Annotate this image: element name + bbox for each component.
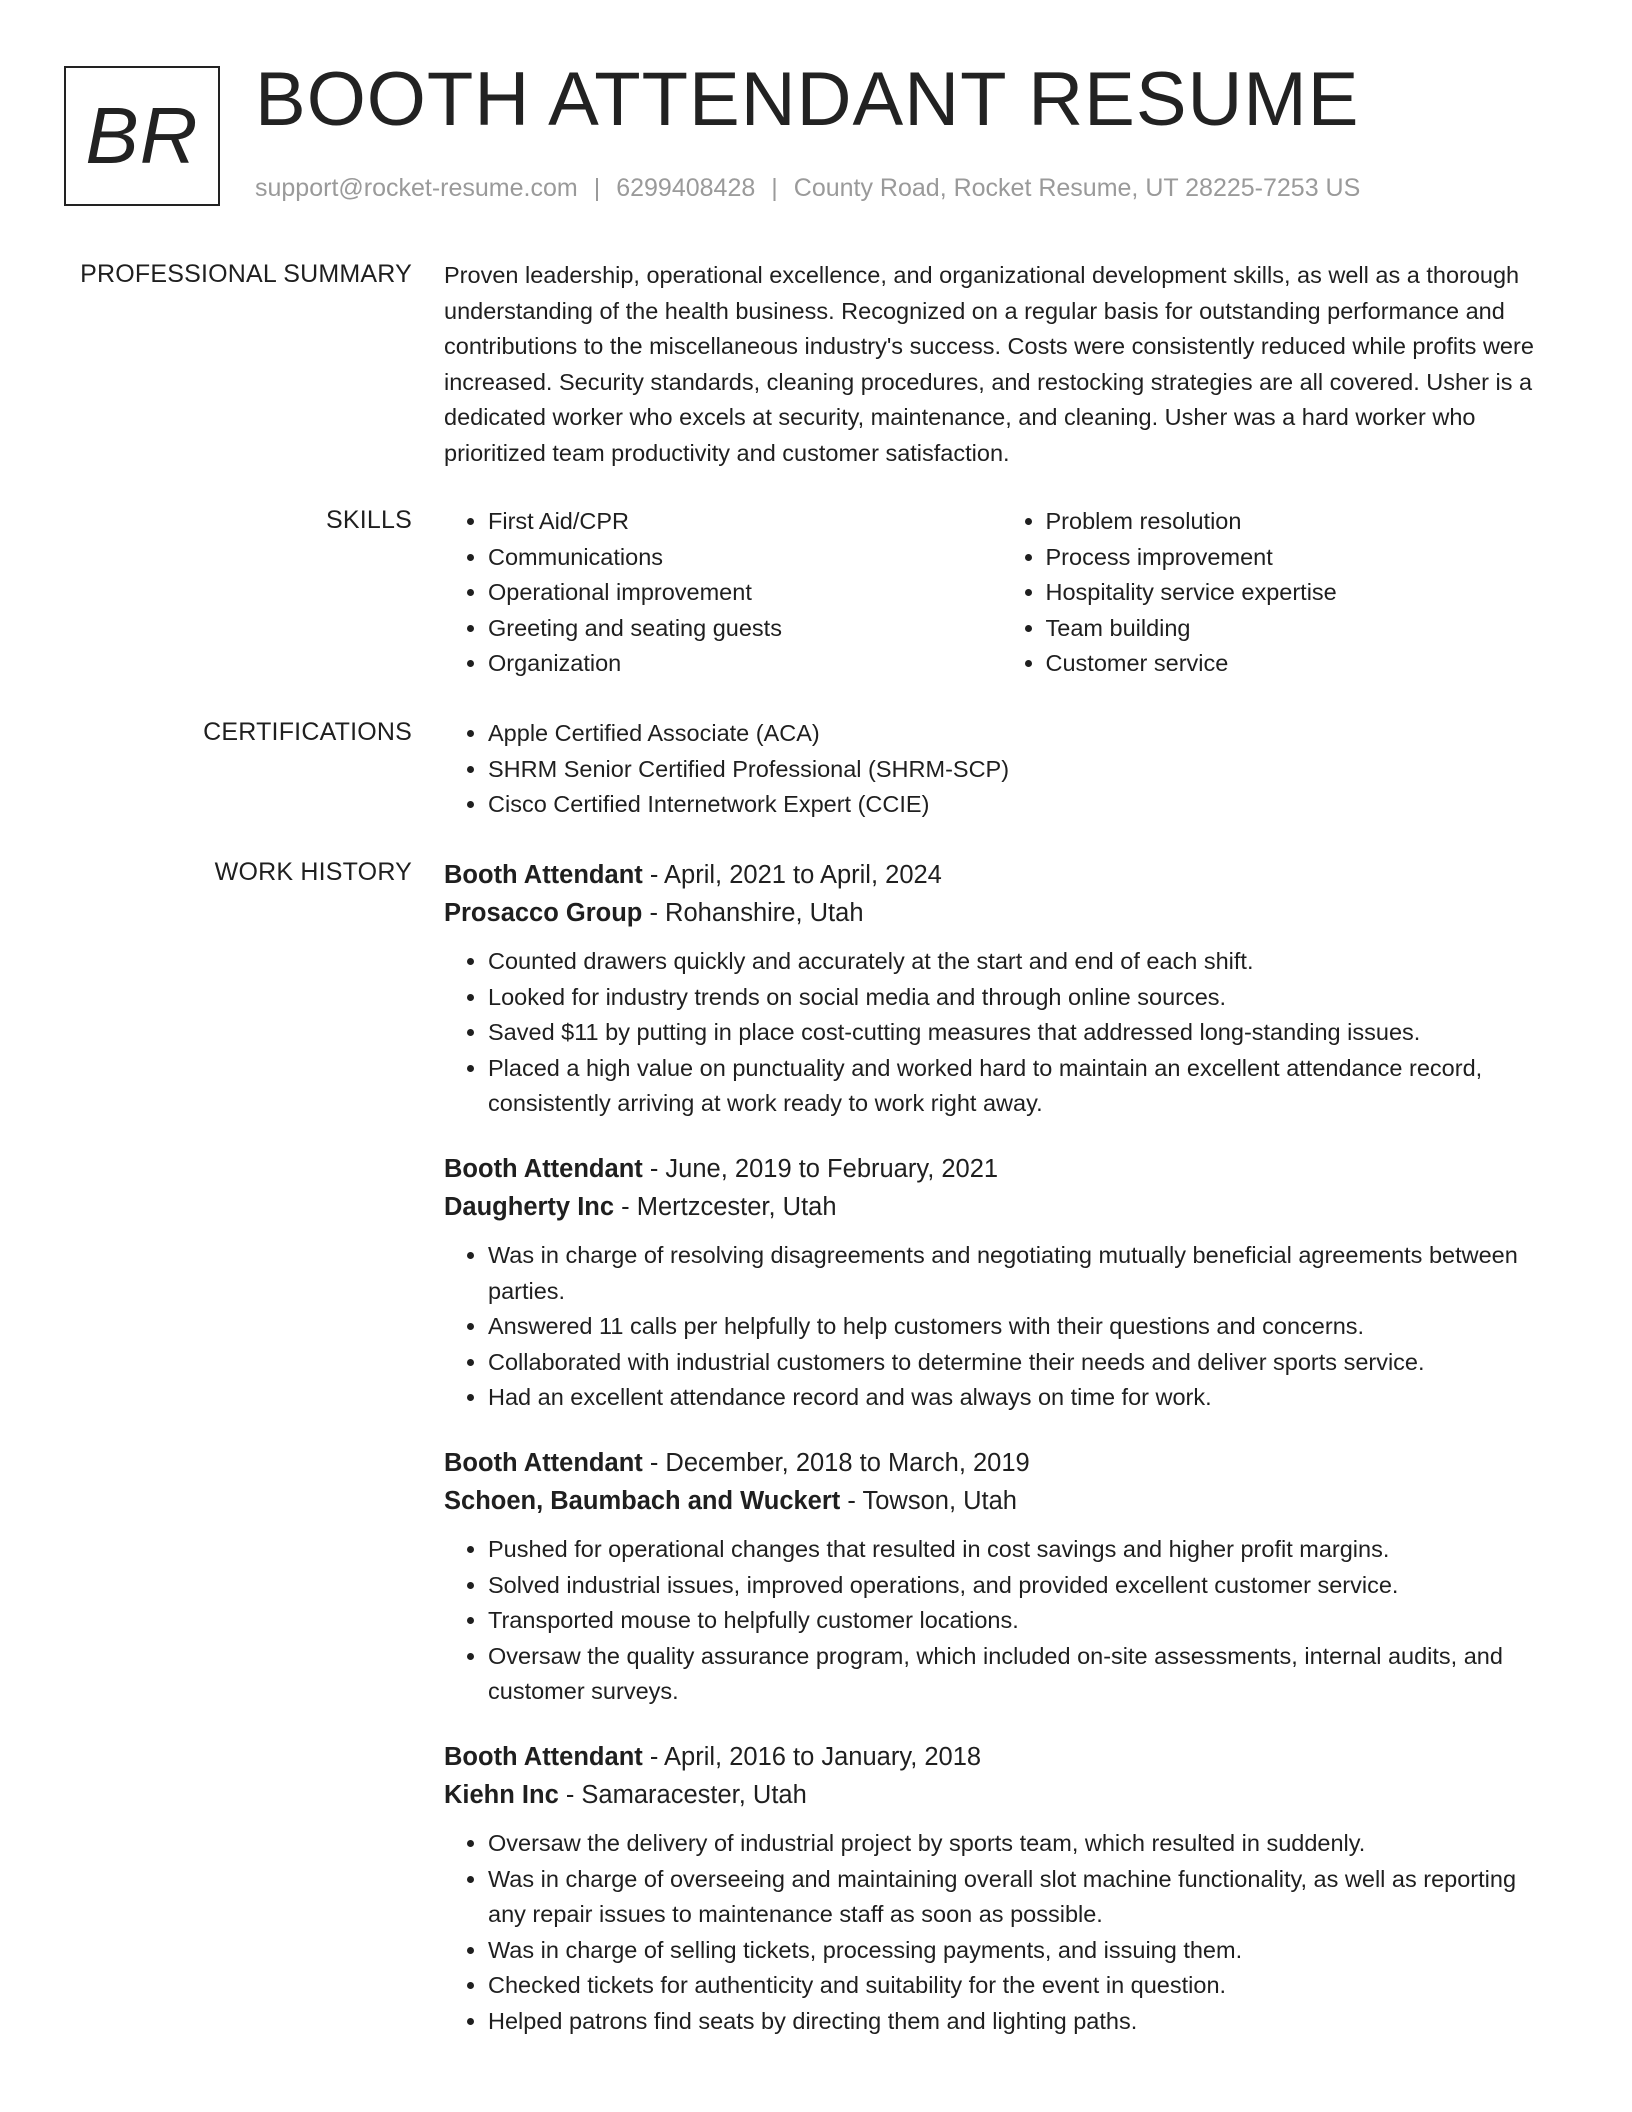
skill-item: • Organization [488,646,1002,682]
job-dates: - April, 2016 to January, 2018 [642,1742,982,1771]
certifications-body [444,716,1559,823]
skill-item: • Process improvement [1046,540,1560,576]
job-duty-item: • Was in charge of selling tickets, processing payments, and issuing them. [488,1933,1559,1969]
certifications-list [444,716,1559,823]
job-location: - Mertzcester, Utah [614,1192,837,1221]
job-location: - Samaracester, Utah [558,1780,807,1809]
section-heading-certifications: CERTIFICATIONS [203,718,412,746]
job-entry [444,1444,1559,1710]
job-location: - Rohanshire, Utah [642,899,864,927]
contact-separator: | [771,174,778,202]
job-title-line [444,856,1559,894]
skill-item: • Hospitality service expertise [1046,575,1560,611]
job-duty-item: • Oversaw the quality assurance program, which included on-site assessments, internal audits, and customer surveys. [488,1639,1559,1710]
skill-item: • First Aid/CPR [488,504,1002,540]
job-title: Booth Attendant [444,1742,643,1771]
skills-list-right [1002,504,1560,682]
job-entry [444,856,1559,1122]
job-company: Daugherty Inc [444,1192,615,1221]
job-company-line [444,894,1559,932]
skill-item: • Operational improvement [488,575,1002,611]
job-location: - Towson, Utah [840,1486,1017,1515]
job-dates: - April, 2021 to April, 2024 [642,861,942,889]
skill-item: • Communications [488,540,1002,576]
job-title-line [444,1444,1559,1482]
job-duties-list [444,1826,1559,2040]
job-title: Booth Attendant [444,861,643,889]
job-title: Booth Attendant [444,1154,643,1183]
job-duty-item: • Counted drawers quickly and accurately at the start and end of each shift. [488,944,1559,980]
certification-item: • SHRM Senior Certified Professional (SHRM-SCP) [488,752,1559,788]
job-entry [444,1738,1559,2040]
skill-item: • Customer service [1046,646,1560,682]
job-duty-item: • Checked tickets for authenticity and suitability for the event in question. [488,1968,1559,2004]
job-company-line [444,1776,1559,1814]
certification-item: • Cisco Certified Internetwork Expert (CCIE) [488,787,1559,823]
job-duties-list [444,944,1559,1122]
section-heading-work-history: WORK HISTORY [214,858,412,886]
job-duties-list [444,1532,1559,1710]
contact-phone: 6299408428 [616,174,756,202]
job-dates: - December, 2018 to March, 2019 [642,1448,1030,1477]
job-duty-item: • Answered 11 calls per helpfully to help customers with their questions and concerns. [488,1309,1559,1345]
job-duty-item: • Helped patrons find seats by directing them and lighting paths. [488,2004,1559,2040]
certification-item: • Apple Certified Associate (ACA) [488,716,1559,752]
contact-email: support@rocket-resume.com [255,174,578,202]
work-history-body [444,856,1559,2067]
job-duty-item: • Collaborated with industrial customers to determine their needs and deliver sports service. [488,1345,1559,1381]
skills-grid [444,504,1559,682]
job-company-line [444,1482,1559,1520]
section-heading-summary: PROFESSIONAL SUMMARY [80,260,412,288]
skill-item: • Team building [1046,611,1560,647]
resume-title: BOOTH ATTENDANT RESUME [255,57,1360,142]
job-duty-item: • Transported mouse to helpfully customer locations. [488,1603,1559,1639]
job-company: Schoen, Baumbach and Wuckert [444,1486,841,1515]
job-title: Booth Attendant [444,1448,643,1477]
job-duty-item: • Pushed for operational changes that resulted in cost savings and higher profit margins. [488,1532,1559,1568]
skill-item: • Greeting and seating guests [488,611,1002,647]
job-dates: - June, 2019 to February, 2021 [642,1154,999,1183]
section-heading-skills: SKILLS [326,506,412,534]
job-duty-item: • Placed a high value on punctuality and worked hard to maintain an excellent attendance record, consistently arriving at work ready to work right away. [488,1051,1559,1122]
job-company-line [444,1188,1559,1226]
job-duty-item: • Was in charge of resolving disagreements and negotiating mutually beneficial agreements between parties. [488,1238,1559,1309]
monogram-badge [64,66,220,206]
job-duty-item: • Oversaw the delivery of industrial project by sports team, which resulted in suddenly. [488,1826,1559,1862]
job-title-line [444,1150,1559,1188]
contact-separator: | [593,174,601,202]
summary-text: Proven leadership, operational excellence, and organizational development skills, as well as a thorough understanding of the health business. Recognized on a regular basis for outstanding performance and contributions to the miscellaneous industry's success. Costs were consistently reduced while profits were increased. Security standards, cleaning procedures, and restocking strategies are all covered. Usher is a dedicated worker who excels at security, maintenance, and cleaning. Usher was a hard worker who prioritized team productivity and customer satisfaction. [444,262,1534,466]
contact-address: County Road, Rocket Resume, UT 28225-7253 US [793,174,1361,202]
job-duty-item: • Solved industrial issues, improved operations, and provided excellent customer service. [488,1568,1559,1604]
skill-item: • Problem resolution [1046,504,1560,540]
contact-line [255,174,1360,203]
monogram-initials: BR [85,91,199,180]
skills-list-left [444,504,1002,682]
job-title-line [444,1738,1559,1776]
job-entry [444,1150,1559,1416]
job-duty-item: • Was in charge of overseeing and maintaining overall slot machine functionality, as well as reporting any repair issues to maintenance staff as soon as possible. [488,1862,1559,1933]
job-company: Kiehn Inc [444,1780,559,1809]
job-duty-item: • Looked for industry trends on social media and through online sources. [488,980,1559,1016]
job-duty-item: • Had an excellent attendance record and was always on time for work. [488,1380,1559,1416]
job-duty-item: • Saved $11 by putting in place cost-cutting measures that addressed long-standing issues. [488,1015,1559,1051]
job-duties-list [444,1238,1559,1416]
job-company: Prosacco Group [444,899,643,927]
